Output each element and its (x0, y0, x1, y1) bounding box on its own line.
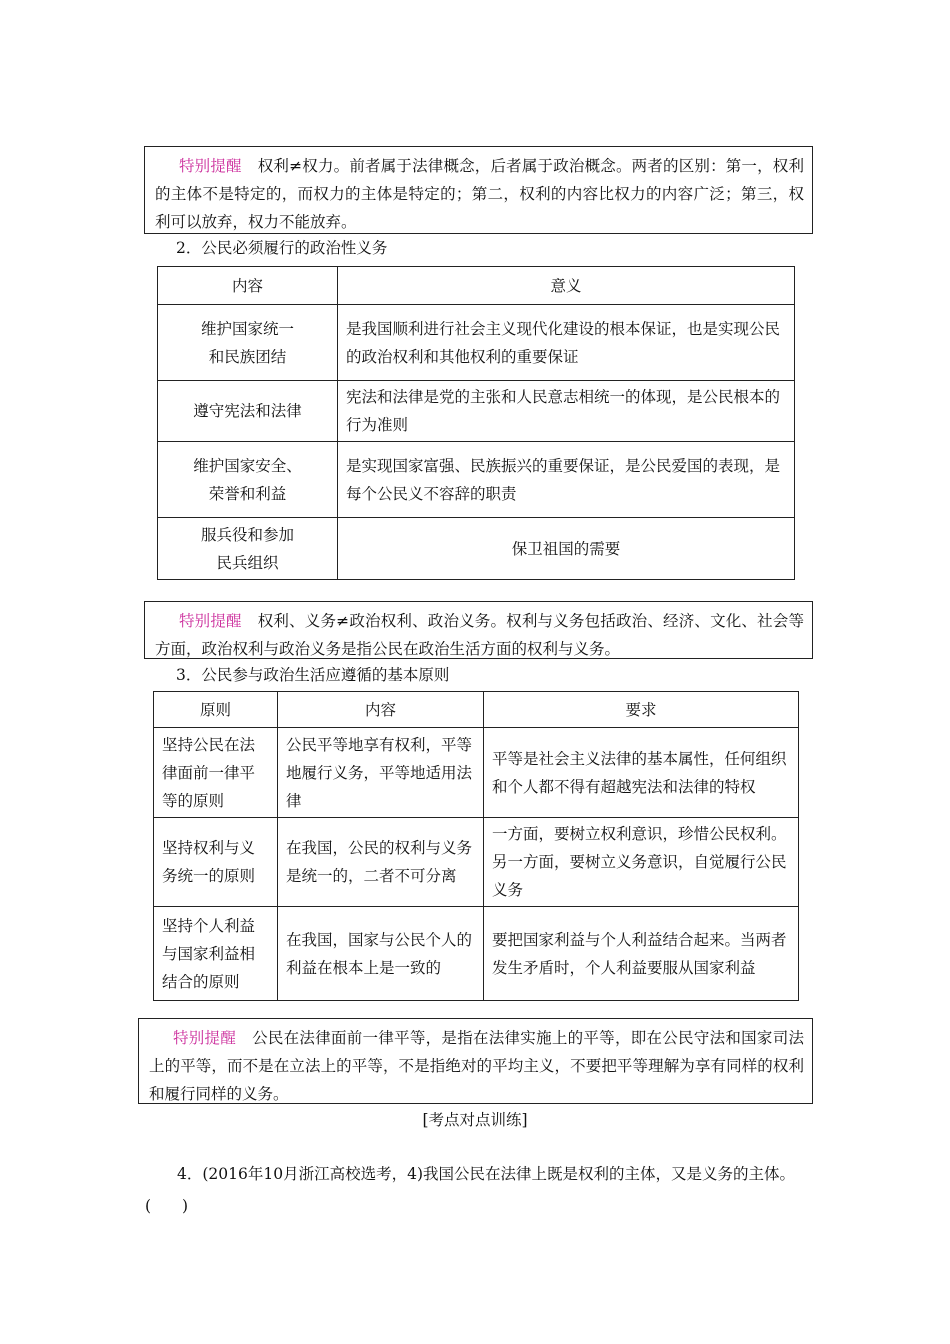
content-cell: 公民平等地享有权利，平等地履行义务，平等地适用法律 (278, 728, 484, 818)
reminder-label: 特别提醒 (173, 1029, 237, 1047)
training-section-label: [考点对点训练] (422, 1111, 528, 1129)
duty-meaning: 是实现国家富强、民族振兴的重要保证，是公民爱国的表现，是每个公民义不容辞的职责 (338, 442, 795, 518)
requirement-cell: 平等是社会主义法律的基本属性，任何组织和个人都不得有超越宪法和法律的特权 (484, 728, 799, 818)
principle-cell: 坚持公民在法律面前一律平等的原则 (154, 728, 278, 818)
duty-meaning: 宪法和法律是党的主张和人民意志相统一的体现，是公民根本的行为准则 (338, 381, 795, 442)
political-duties-table (157, 266, 795, 580)
duty-meaning: 保卫祖国的需要 (338, 518, 795, 580)
reminder-box-2 (144, 601, 813, 659)
duty-content: 遵守宪法和法律 (158, 381, 338, 442)
duty-meaning: 是我国顺利进行社会主义现代化建设的根本保证，也是实现公民的政治权利和其他权利的重要保证 (338, 305, 795, 381)
question-4: 4．(2016年10月浙江高校选考，4)我国公民在法律上既是权利的主体，又是义务的主体。( ) (145, 1165, 795, 1215)
reminder-text: 权利、义务≠政治权利、政治义务。权利与义务包括政治、经济、文化、社会等方面，政治权利与政治义务是指公民在政治生活方面的权利与义务。 (155, 612, 804, 658)
reminder-box-1 (144, 146, 813, 234)
section-heading-2: 2．公民必须履行的政治性义务 (176, 239, 388, 257)
requirement-cell: 一方面，要树立权利意识，珍惜公民权利。另一方面，要树立义务意识，自觉履行公民义务 (484, 818, 799, 907)
principles-table (153, 691, 799, 1001)
reminder-label: 特别提醒 (179, 612, 242, 630)
header-requirement: 要求 (484, 692, 799, 728)
duty-content: 服兵役和参加 民兵组织 (158, 518, 338, 580)
duty-content: 维护国家统一 和民族团结 (158, 305, 338, 381)
reminder-box-3 (138, 1018, 813, 1104)
reminder-text: 权利≠权力。前者属于法律概念，后者属于政治概念。两者的区别：第一，权利的主体不是特定的，而权力的主体是特定的；第二，权利的内容比权力的内容广泛；第三，权利可以放弃，权力不能放弃。 (155, 157, 804, 231)
content-cell: 在我国，公民的权利与义务是统一的，二者不可分离 (278, 818, 484, 907)
principle-cell: 坚持权利与义务统一的原则 (154, 818, 278, 907)
section-heading-3: 3．公民参与政治生活应遵循的基本原则 (176, 666, 450, 684)
content-cell: 在我国，国家与公民个人的利益在根本上是一致的 (278, 907, 484, 1001)
reminder-text: 公民在法律面前一律平等，是指在法律实施上的平等，即在公民守法和国家司法上的平等，而不是在立法上的平等，不是指绝对的平均主义，不要把平等理解为享有同样的权利和履行同样的义务。 (149, 1029, 804, 1103)
header-content: 内容 (158, 267, 338, 305)
header-content: 内容 (278, 692, 484, 728)
requirement-cell: 要把国家利益与个人利益结合起来。当两者发生矛盾时，个人利益要服从国家利益 (484, 907, 799, 1001)
reminder-label: 特别提醒 (179, 157, 242, 175)
header-meaning: 意义 (338, 267, 795, 305)
header-principle: 原则 (154, 692, 278, 728)
duty-content: 维护国家安全、 荣誉和利益 (158, 442, 338, 518)
principle-cell: 坚持个人利益与国家利益相结合的原则 (154, 907, 278, 1001)
